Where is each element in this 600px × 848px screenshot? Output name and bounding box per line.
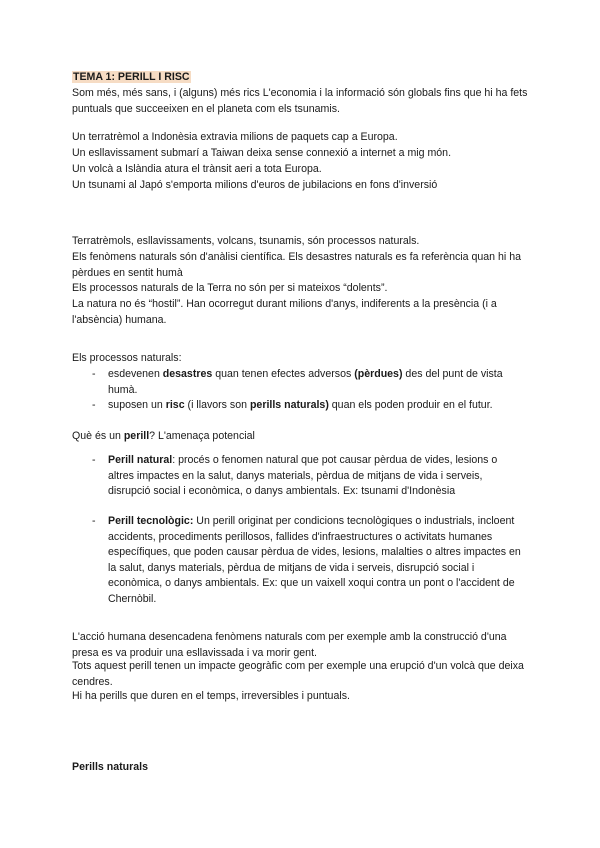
example-line: Un tsunami al Japó s'emporta milions d'euros de jubilacions en fons d'inversió (72, 179, 438, 191)
example-line: Un esllavissament submarí a Taiwan deixa sense connexió a internet a mig món. (72, 147, 452, 159)
natural-line: Terratrèmols, esllavissaments, volcans, tsunamis, són processos naturals. (72, 235, 420, 247)
question-line: Què és un perill? L'amenaça potencial (72, 430, 255, 442)
human-line: Hi ha perills que duren en el temps, irreversibles i puntuals. (72, 690, 350, 702)
list-dash: - (92, 454, 96, 466)
example-line: Un terratrèmol a Indonèsia extravia milions de paquets cap a Europa. (72, 131, 398, 143)
list-dash: - (92, 368, 96, 380)
human-line: L'acció humana desencadena fenòmens naturals com per exemple amb la construcció d'una presa es va produir una esllavissada i va morir gent. (72, 631, 507, 659)
definition-item (92, 514, 522, 608)
human-line: Tots aquest perill tenen un impacte geogràfic com per exemple una erupció d'un volcà que deixa cendres. (72, 660, 524, 688)
natural-line: Els fenòmens naturals són d'anàlisi científica. Els desastres naturals es fa referència quan hi ha pèrdues en sentit humà (72, 251, 521, 279)
list-item-text: esdevenen desastres quan tenen efectes adversos (pèrdues) des del punt de vista humà. (108, 368, 503, 396)
definition-item (92, 453, 522, 500)
list-item (92, 367, 522, 398)
processes-intro: Els processos naturals: (72, 352, 182, 364)
section-heading: Perills naturals (72, 761, 148, 773)
list-dash: - (92, 399, 96, 411)
natural-line: La natura no és “hostil”. Han ocorregut durant milions d'anys, indiferents a la presència (i a l'absència) humana. (72, 298, 497, 326)
intro-paragraph: Som més, més sans, i (alguns) més rics L'economia i la informació són globals fins que hi ha fets puntuals que succeeixen en el planeta com els tsunamis. (72, 87, 528, 115)
list-dash: - (92, 515, 96, 527)
list-item-text: suposen un risc (i llavors son perills naturals) quan els poden produir en el futur. (108, 399, 493, 411)
document-title-line (72, 70, 532, 86)
list-item (92, 398, 522, 414)
example-line: Un volcà a Islàndia atura el trànsit aeri a tota Europa. (72, 163, 322, 175)
natural-line: Els processos naturals de la Terra no són per si mateixos “dolents”. (72, 282, 388, 294)
definition-term: Perill tecnològic: (108, 515, 194, 527)
definition-text: Perill natural: procés o fenomen natural que pot causar pèrdua de vides, lesions o altres impactes en la salut, danys materials, pèrdua de mitjans de vida i serveis, disrupció social i econòmica, o danys ambientals. Ex: tsunami d'Indonèsia (108, 454, 498, 498)
definition-term: Perill natural (108, 454, 173, 466)
definition-text: Perill tecnològic: Un perill originat per condicions tecnològiques o industrials, incloent accidents, procediments perillosos, fallides d'infraestructures o activitats humanes específiques, que poden causar pèrdua de vides, lesions, malalties o altres impactes en la salut, danys materials, pèrdua de mitjans de vida i serveis, disrupció social i econòmica, o danys ambientals. Ex: que un vaixell xoqui contra un pont o l'accident de Chernòbil. (108, 515, 521, 605)
document-title: TEMA 1: PERILL I RISC (73, 71, 190, 83)
